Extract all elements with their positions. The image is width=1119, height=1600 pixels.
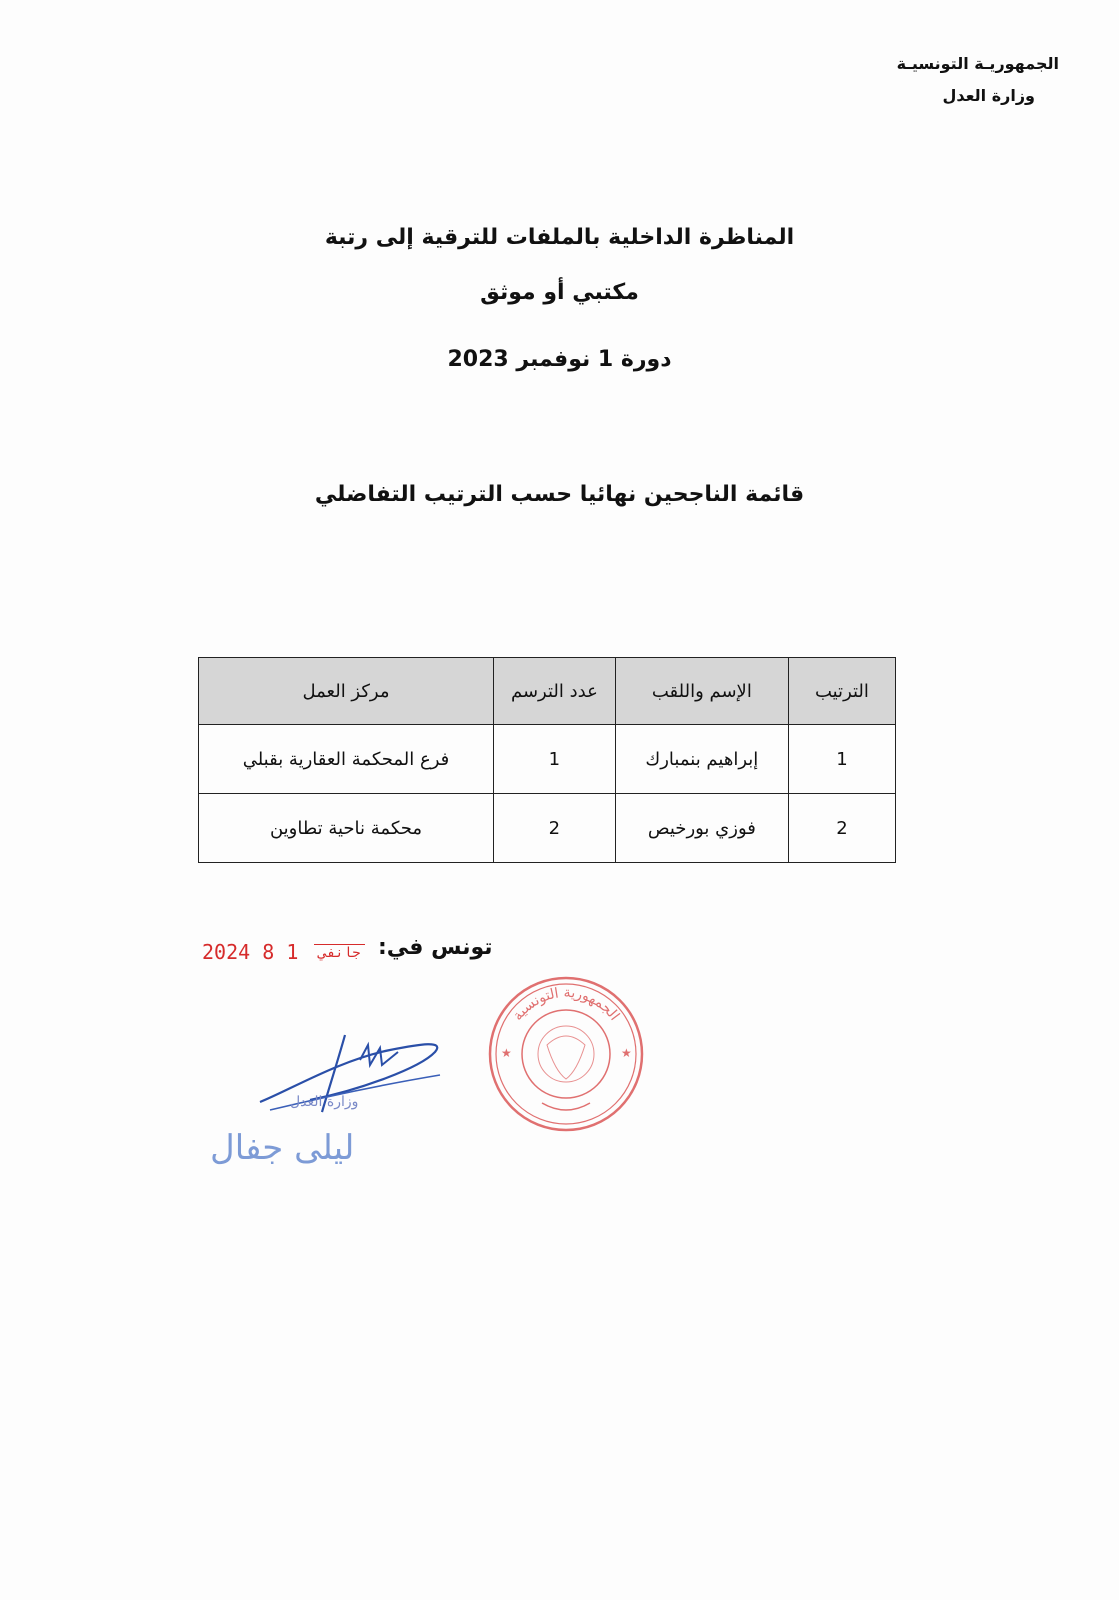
table-header-row xyxy=(199,658,896,725)
svg-text:★: ★ xyxy=(621,1046,632,1060)
cell-name: فوزي بورخيص xyxy=(615,794,788,863)
republic-name: الجمهوريـة التونسيـة xyxy=(896,54,1059,73)
table-row xyxy=(199,794,896,863)
header-number: عدد الترسم xyxy=(493,658,615,725)
competition-title: المناظرة الداخلية بالملفات للترقية إلى رتبة xyxy=(324,225,795,250)
stamp-year: 2024 xyxy=(202,940,251,964)
signature-icon xyxy=(250,1030,450,1120)
session-date: دورة 1 نوفمبر 2023 xyxy=(447,347,672,372)
cell-rank: 2 xyxy=(788,794,895,863)
cell-number: 2 xyxy=(493,794,615,863)
cell-rank: 1 xyxy=(788,725,895,794)
list-title: قائمة الناجحين نهائيا حسب الترتيب التفاضلي xyxy=(314,482,805,507)
header-block xyxy=(897,48,1059,112)
svg-text:الجمهورية التونسية xyxy=(510,985,623,1024)
cell-name: إبراهيم بنمبارك xyxy=(615,725,788,794)
place-date-label: تونس في: xyxy=(378,935,493,960)
header-name: الإسم واللقب xyxy=(615,658,788,725)
signature-overlay-text: وزارة العدل xyxy=(290,1094,359,1110)
stamp-day: 1 8 xyxy=(262,940,299,964)
competition-grade: مكتبي أو موثق xyxy=(480,280,639,305)
ministry-name: وزارة العدل xyxy=(942,86,1035,105)
header-workplace: مركز العمل xyxy=(199,658,494,725)
official-seal-icon xyxy=(487,975,645,1133)
stamp-month: جانفي xyxy=(314,944,364,961)
cell-workplace: محكمة ناحية تطاوين xyxy=(199,794,494,863)
cell-number: 1 xyxy=(493,725,615,794)
svg-text:★: ★ xyxy=(501,1046,512,1060)
signatory-name: ليلى جفال xyxy=(210,1128,355,1168)
header-rank: الترتيب xyxy=(788,658,895,725)
seal-text: الجمهورية التونسية xyxy=(509,984,623,1024)
cell-workplace: فرع المحكمة العقارية بقبلي xyxy=(199,725,494,794)
table-row xyxy=(199,725,896,794)
date-stamp xyxy=(202,940,369,964)
results-table xyxy=(198,657,896,863)
